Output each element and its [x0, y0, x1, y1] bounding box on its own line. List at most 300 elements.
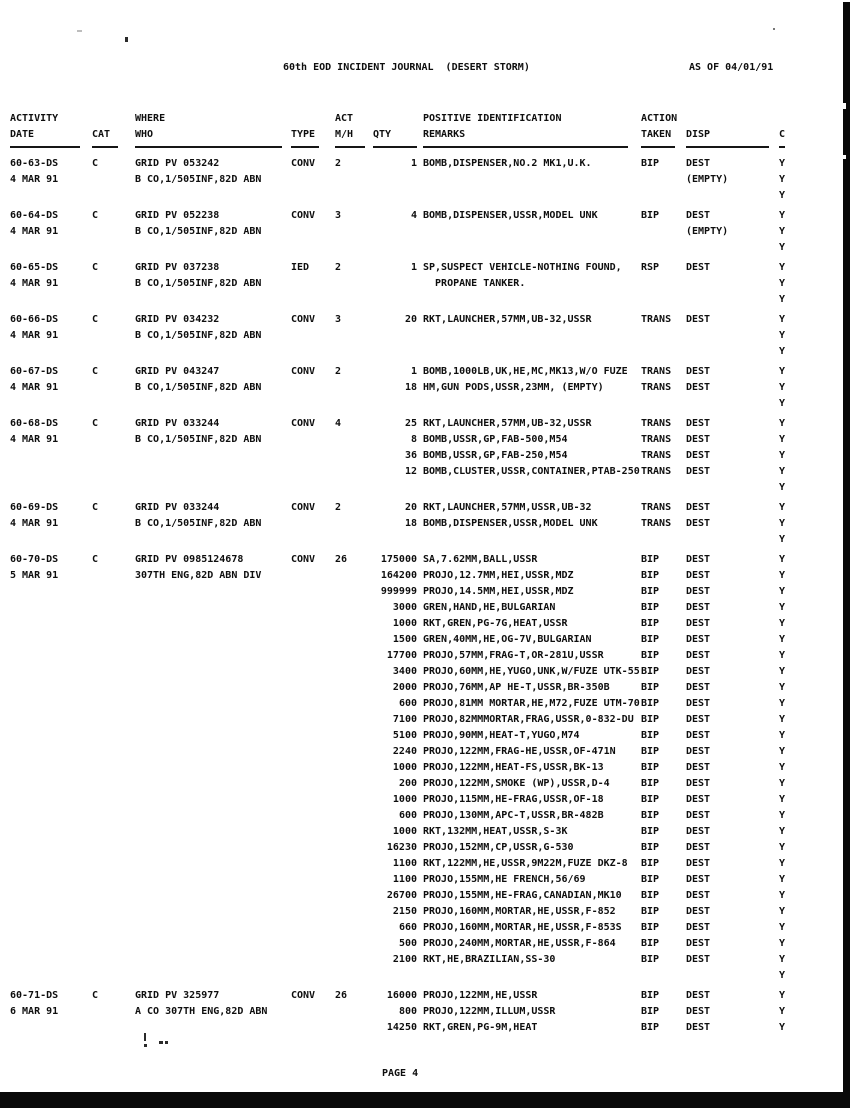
remarks-cell: BOMB,DISPENSER,NO.2 MK1,U.K.: [423, 158, 592, 169]
activity-date-cell: 6 MAR 91: [10, 1006, 59, 1017]
disp-cell: DEST: [686, 794, 711, 805]
where-who-cell: [135, 532, 291, 548]
type-cell: [291, 808, 335, 824]
qty-cell: 18: [404, 518, 417, 529]
activity-date-cell: 4 MAR 91: [10, 518, 59, 529]
c-flag-cell: Y: [779, 890, 786, 901]
type-cell: [291, 448, 335, 464]
qty-cell: 1: [410, 262, 417, 273]
c-flag-cell: Y: [779, 778, 786, 789]
activity-date-cell: [10, 240, 92, 256]
where-who-cell: [135, 856, 291, 872]
incident-line: [0, 760, 793, 776]
category-cell: [92, 712, 135, 728]
type-cell: [291, 920, 335, 936]
act-mh-cell: 2: [335, 502, 342, 513]
where-who-cell: [135, 292, 291, 308]
act-mh-cell: [335, 328, 371, 344]
incident-line: [0, 600, 793, 616]
where-who-cell: B CO,1/505INF,82D ABN: [135, 174, 262, 185]
activity-date-cell: 60-63-DS: [10, 158, 59, 169]
qty-cell: 4: [410, 210, 417, 221]
c-flag-cell: Y: [779, 970, 786, 981]
incident-table: [0, 111, 793, 1040]
type-cell: [291, 696, 335, 712]
category-cell: [92, 856, 135, 872]
remarks-cell: PROJO,122MM,FRAG-HE,USSR,OF-471N: [423, 746, 616, 757]
qty-cell: 16230: [386, 842, 417, 853]
where-who-cell: GRID PV 043247: [135, 366, 220, 377]
action-taken-cell: TRANS: [641, 466, 672, 477]
activity-date-cell: [10, 648, 92, 664]
type-cell: [291, 516, 335, 532]
remarks-cell: PROJO,240MM,MORTAR,HE,USSR,F-864: [423, 938, 616, 949]
remarks-cell: [417, 224, 641, 240]
c-flag-cell: Y: [779, 382, 786, 393]
where-who-cell: [135, 888, 291, 904]
action-taken-cell: TRANS: [641, 434, 672, 445]
remarks-cell: PROJO,155MM,HE-FRAG,CANADIAN,MK10: [423, 890, 622, 901]
disp-cell: DEST: [686, 210, 711, 221]
activity-date-cell: [10, 464, 92, 480]
category-cell: [92, 696, 135, 712]
activity-date-cell: [10, 344, 92, 360]
remarks-cell: PROJO,90MM,HEAT-T,YUGO,M74: [423, 730, 580, 741]
where-who-cell: [135, 600, 291, 616]
act-mh-cell: 2: [335, 158, 342, 169]
c-flag-cell: Y: [779, 698, 786, 709]
category-cell: [92, 776, 135, 792]
scan-edge-right: [843, 2, 850, 1096]
header-cat: CAT: [92, 129, 111, 140]
qty-cell: 175000: [380, 554, 417, 565]
incident-line: [0, 988, 793, 1004]
disp-cell: DEST: [686, 778, 711, 789]
activity-date-cell: 60-69-DS: [10, 502, 59, 513]
where-who-cell: [135, 344, 291, 360]
incident-line: [0, 952, 793, 968]
header-line-2: [0, 127, 793, 143]
action-taken-cell: [641, 396, 686, 412]
incident-line: [0, 188, 793, 204]
category-cell: C: [92, 210, 99, 221]
action-taken-cell: BIP: [641, 1022, 660, 1033]
act-mh-cell: [335, 760, 371, 776]
disp-cell: DEST: [686, 554, 711, 565]
act-mh-cell: [335, 856, 371, 872]
qty-cell: 2100: [392, 954, 417, 965]
c-flag-cell: Y: [779, 990, 786, 1001]
activity-date-cell: [10, 680, 92, 696]
action-taken-cell: BIP: [641, 570, 660, 581]
disp-cell: [686, 396, 779, 412]
act-mh-cell: [335, 792, 371, 808]
activity-date-cell: 4 MAR 91: [10, 434, 59, 445]
disp-cell: DEST: [686, 1006, 711, 1017]
disp-cell: DEST: [686, 466, 711, 477]
c-flag-cell: Y: [779, 602, 786, 613]
category-cell: [92, 824, 135, 840]
where-who-cell: GRID PV 053242: [135, 158, 220, 169]
qty-cell: 7100: [392, 714, 417, 725]
disp-cell: DEST: [686, 698, 711, 709]
c-flag-cell: Y: [779, 666, 786, 677]
action-taken-cell: BIP: [641, 794, 660, 805]
header-line-1: [0, 111, 793, 127]
type-cell: [291, 840, 335, 856]
act-mh-cell: [335, 888, 371, 904]
remarks-cell: [417, 328, 641, 344]
qty-cell: 36: [404, 450, 417, 461]
type-cell: [291, 276, 335, 292]
category-cell: [92, 584, 135, 600]
c-flag-cell: Y: [779, 482, 786, 493]
page-number: PAGE 4: [382, 1068, 419, 1079]
where-who-cell: [135, 760, 291, 776]
c-flag-cell: Y: [779, 858, 786, 869]
disp-cell: DEST: [686, 810, 711, 821]
qty-cell: [371, 224, 417, 240]
header-qty: QTY: [373, 129, 392, 140]
category-cell: [92, 760, 135, 776]
where-who-cell: [135, 936, 291, 952]
activity-date-cell: [10, 776, 92, 792]
type-cell: [291, 664, 335, 680]
remarks-cell: PROJO,130MM,APC-T,USSR,BR-482B: [423, 810, 604, 821]
activity-date-cell: 4 MAR 91: [10, 382, 59, 393]
where-who-cell: [135, 728, 291, 744]
remarks-cell: PROJO,82MMMORTAR,FRAG,USSR,0-832-DU: [423, 714, 634, 725]
category-cell: [92, 680, 135, 696]
remarks-cell: PROJO,60MM,HE,YUGO,UNK,W/FUZE UTK-55: [423, 666, 640, 677]
where-who-cell: [135, 664, 291, 680]
incident-block: [0, 416, 793, 496]
act-mh-cell: [335, 840, 371, 856]
category-cell: [92, 904, 135, 920]
action-taken-cell: BIP: [641, 714, 660, 725]
qty-cell: 17700: [386, 650, 417, 661]
c-flag-cell: Y: [779, 842, 786, 853]
activity-date-cell: 60-70-DS: [10, 554, 59, 565]
where-who-cell: [135, 680, 291, 696]
activity-date-cell: 60-68-DS: [10, 418, 59, 429]
c-flag-cell: Y: [779, 906, 786, 917]
remarks-cell: RKT,LAUNCHER,57MM,USSR,UB-32: [423, 502, 592, 513]
header-positive-identification: POSITIVE IDENTIFICATION: [423, 113, 562, 124]
action-taken-cell: [641, 240, 686, 256]
remarks-cell: BOMB,DISPENSER,USSR,MODEL UNK: [423, 518, 598, 529]
incident-line: [0, 208, 793, 224]
type-cell: [291, 728, 335, 744]
type-cell: [291, 344, 335, 360]
action-taken-cell: BIP: [641, 778, 660, 789]
category-cell: [92, 240, 135, 256]
action-taken-cell: BIP: [641, 954, 660, 965]
act-mh-cell: [335, 648, 371, 664]
activity-date-cell: [10, 584, 92, 600]
category-cell: [92, 840, 135, 856]
type-cell: CONV: [291, 418, 316, 429]
activity-date-cell: 60-71-DS: [10, 990, 59, 1001]
where-who-cell: GRID PV 033244: [135, 502, 220, 513]
type-cell: [291, 632, 335, 648]
header-mh: M/H: [335, 129, 354, 140]
scan-speck: [77, 30, 82, 32]
activity-date-cell: [10, 744, 92, 760]
qty-cell: 1000: [392, 826, 417, 837]
act-mh-cell: 2: [335, 262, 342, 273]
remarks-cell: RKT,HE,BRAZILIAN,SS-30: [423, 954, 556, 965]
action-taken-cell: BIP: [641, 682, 660, 693]
act-mh-cell: [335, 744, 371, 760]
action-taken-cell: [641, 292, 686, 308]
incident-table-body: [0, 156, 793, 1036]
act-mh-cell: [335, 532, 371, 548]
where-who-cell: [135, 952, 291, 968]
activity-date-cell: [10, 532, 92, 548]
disp-cell: DEST: [686, 990, 711, 1001]
qty-cell: 18: [404, 382, 417, 393]
action-taken-cell: [641, 480, 686, 496]
category-cell: [92, 648, 135, 664]
incident-block: [0, 500, 793, 548]
qty-cell: 16000: [386, 990, 417, 1001]
activity-date-cell: [10, 824, 92, 840]
action-taken-cell: TRANS: [641, 382, 672, 393]
remarks-cell: PROJO,12.7MM,HEI,USSR,MDZ: [423, 570, 574, 581]
category-cell: [92, 1020, 135, 1036]
qty-cell: 2240: [392, 746, 417, 757]
where-who-cell: B CO,1/505INF,82D ABN: [135, 226, 262, 237]
remarks-cell: [417, 480, 641, 496]
c-flag-cell: Y: [779, 330, 786, 341]
activity-date-cell: [10, 188, 92, 204]
remarks-cell: BOMB,CLUSTER,USSR,CONTAINER,PTAB-250: [423, 466, 640, 477]
c-flag-cell: Y: [779, 746, 786, 757]
incident-line: [0, 648, 793, 664]
qty-cell: [371, 968, 417, 984]
remarks-cell: [417, 344, 641, 360]
act-mh-cell: [335, 664, 371, 680]
c-flag-cell: Y: [779, 922, 786, 933]
activity-date-cell: [10, 616, 92, 632]
act-mh-cell: [335, 616, 371, 632]
where-who-cell: B CO,1/505INF,82D ABN: [135, 382, 262, 393]
where-who-cell: [135, 648, 291, 664]
page-title: 60th EOD INCIDENT JOURNAL (DESERT STORM): [283, 62, 530, 73]
act-mh-cell: [335, 480, 371, 496]
qty-cell: [371, 328, 417, 344]
category-cell: [92, 600, 135, 616]
qty-cell: 800: [398, 1006, 417, 1017]
remarks-cell: RKT,LAUNCHER,57MM,UB-32,USSR: [423, 418, 592, 429]
type-cell: [291, 224, 335, 240]
header-remarks: REMARKS: [423, 129, 466, 140]
remarks-cell: BOMB,1000LB,UK,HE,MC,MK13,W/O FUZE: [423, 366, 628, 377]
c-flag-cell: Y: [779, 294, 786, 305]
disp-cell: DEST: [686, 762, 711, 773]
disp-cell: DEST: [686, 262, 711, 273]
act-mh-cell: 26: [335, 990, 348, 1001]
type-cell: CONV: [291, 210, 316, 221]
disp-cell: DEST: [686, 586, 711, 597]
action-taken-cell: BIP: [641, 586, 660, 597]
incident-line: [0, 532, 793, 548]
category-cell: C: [92, 502, 99, 513]
activity-date-cell: [10, 968, 92, 984]
where-who-cell: [135, 696, 291, 712]
disp-cell: DEST: [686, 602, 711, 613]
c-flag-cell: Y: [779, 398, 786, 409]
qty-cell: 2150: [392, 906, 417, 917]
c-flag-cell: Y: [779, 518, 786, 529]
disp-cell: [686, 328, 779, 344]
c-flag-cell: Y: [779, 450, 786, 461]
act-mh-cell: [335, 516, 371, 532]
disp-cell: DEST: [686, 634, 711, 645]
category-cell: [92, 792, 135, 808]
activity-date-cell: [10, 952, 92, 968]
incident-line: [0, 904, 793, 920]
disp-cell: DEST: [686, 450, 711, 461]
act-mh-cell: [335, 936, 371, 952]
where-who-cell: [135, 448, 291, 464]
header-c: C: [779, 129, 786, 140]
type-cell: [291, 240, 335, 256]
incident-line: [0, 584, 793, 600]
act-mh-cell: [335, 1020, 371, 1036]
incident-line: [0, 856, 793, 872]
remarks-cell: PROJO,115MM,HE-FRAG,USSR,OF-18: [423, 794, 604, 805]
qty-cell: 1: [410, 366, 417, 377]
act-mh-cell: [335, 448, 371, 464]
activity-date-cell: [10, 292, 92, 308]
disp-cell: DEST: [686, 874, 711, 885]
category-cell: [92, 328, 135, 344]
act-mh-cell: [335, 696, 371, 712]
incident-line: [0, 156, 793, 172]
activity-date-cell: [10, 888, 92, 904]
c-flag-cell: Y: [779, 1006, 786, 1017]
activity-date-cell: [10, 396, 92, 412]
incident-line: [0, 1020, 793, 1036]
remarks-cell: SA,7.62MM,BALL,USSR: [423, 554, 538, 565]
action-taken-cell: BIP: [641, 874, 660, 885]
scan-speck: [125, 37, 128, 42]
category-cell: [92, 532, 135, 548]
activity-date-cell: [10, 936, 92, 952]
qty-cell: 12: [404, 466, 417, 477]
c-flag-cell: Y: [779, 502, 786, 513]
remarks-cell: [417, 968, 641, 984]
c-flag-cell: Y: [779, 586, 786, 597]
activity-date-cell: [10, 712, 92, 728]
action-taken-cell: [641, 188, 686, 204]
disp-cell: DEST: [686, 826, 711, 837]
act-mh-cell: [335, 464, 371, 480]
where-who-cell: B CO,1/505INF,82D ABN: [135, 278, 262, 289]
incident-block: [0, 156, 793, 204]
category-cell: [92, 448, 135, 464]
type-cell: [291, 792, 335, 808]
remarks-cell: PROJO,57MM,FRAG-T,OR-281U,USSR: [423, 650, 604, 661]
disp-cell: (EMPTY): [686, 226, 729, 237]
where-who-cell: GRID PV 052238: [135, 210, 220, 221]
remarks-cell: RKT,GREN,PG-9M,HEAT: [423, 1022, 538, 1033]
incident-line: [0, 776, 793, 792]
incident-line: [0, 696, 793, 712]
where-who-cell: [135, 632, 291, 648]
type-cell: [291, 1020, 335, 1036]
disp-cell: DEST: [686, 618, 711, 629]
activity-date-cell: [10, 920, 92, 936]
incident-line: [0, 872, 793, 888]
category-cell: [92, 808, 135, 824]
qty-cell: [371, 344, 417, 360]
table-header: [0, 111, 793, 151]
category-cell: [92, 172, 135, 188]
category-cell: C: [92, 314, 99, 325]
remarks-cell: GREN,HAND,HE,BULGARIAN: [423, 602, 556, 613]
activity-date-cell: [10, 872, 92, 888]
action-taken-cell: BIP: [641, 634, 660, 645]
where-who-cell: GRID PV 033244: [135, 418, 220, 429]
c-flag-cell: Y: [779, 682, 786, 693]
c-flag-cell: Y: [779, 730, 786, 741]
remarks-cell: BOMB,USSR,GP,FAB-500,M54: [423, 434, 568, 445]
where-who-cell: [135, 808, 291, 824]
act-mh-cell: [335, 584, 371, 600]
action-taken-cell: BIP: [641, 826, 660, 837]
type-cell: [291, 480, 335, 496]
act-mh-cell: [335, 172, 371, 188]
disp-cell: [686, 968, 779, 984]
action-taken-cell: [641, 224, 686, 240]
act-mh-cell: [335, 632, 371, 648]
type-cell: CONV: [291, 554, 316, 565]
remarks-cell: SP,SUSPECT VEHICLE-NOTHING FOUND,: [423, 262, 622, 273]
header-who: WHO: [135, 129, 154, 140]
type-cell: [291, 600, 335, 616]
disp-cell: DEST: [686, 890, 711, 901]
action-taken-cell: BIP: [641, 890, 660, 901]
act-mh-cell: [335, 968, 371, 984]
activity-date-cell: 60-67-DS: [10, 366, 59, 377]
activity-date-cell: 4 MAR 91: [10, 226, 59, 237]
incident-block: [0, 312, 793, 360]
c-flag-cell: Y: [779, 874, 786, 885]
action-taken-cell: TRANS: [641, 502, 672, 513]
disp-cell: DEST: [686, 842, 711, 853]
where-who-cell: [135, 396, 291, 412]
action-taken-cell: TRANS: [641, 314, 672, 325]
category-cell: [92, 872, 135, 888]
incident-line: [0, 712, 793, 728]
where-who-cell: GRID PV 0985124678: [135, 554, 244, 565]
category-cell: [92, 432, 135, 448]
as-of-date: AS OF 04/01/91: [689, 62, 774, 73]
act-mh-cell: [335, 276, 371, 292]
type-cell: [291, 968, 335, 984]
act-mh-cell: [335, 396, 371, 412]
where-who-cell: [135, 904, 291, 920]
qty-cell: 164200: [380, 570, 417, 581]
incident-line: [0, 432, 793, 448]
remarks-cell: PROJO,160MM,MORTAR,HE,USSR,F-853S: [423, 922, 622, 933]
action-taken-cell: [641, 328, 686, 344]
incident-line: [0, 808, 793, 824]
qty-cell: [371, 532, 417, 548]
